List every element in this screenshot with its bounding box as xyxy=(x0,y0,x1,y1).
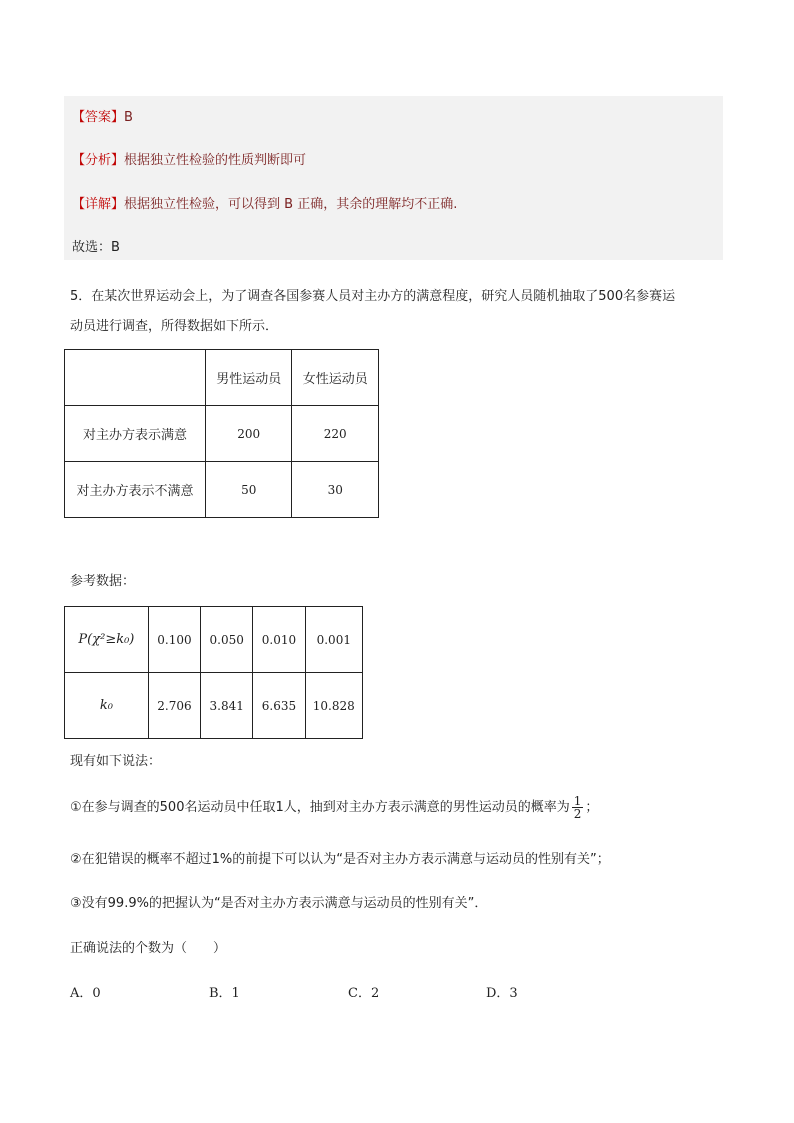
table-cell: 220 xyxy=(292,406,379,462)
option-a[interactable]: A．0 xyxy=(70,986,101,1001)
survey-table xyxy=(64,349,379,518)
question-line-2: 动员进行调查，所得数据如下所示． xyxy=(70,319,279,334)
table-cell: 0.100 xyxy=(148,607,200,673)
option-b[interactable]: B．1 xyxy=(209,986,240,1001)
table-row-label: 对主办方表示满意 xyxy=(65,406,206,462)
statement-1-text: ①在参与调查的500名运动员中任取1人，抽到对主办方表示满意的男性运动员的概率为 xyxy=(70,800,570,815)
statement-1 xyxy=(70,795,598,820)
table-row xyxy=(65,607,363,673)
table-cell: 2.706 xyxy=(148,673,200,739)
answer-tag: 【答案】 xyxy=(72,110,125,125)
detail-text: 根据独立性检验，可以得到 B 正确，其余的理解均不正确. xyxy=(124,197,458,212)
table-header-cell xyxy=(65,350,206,406)
table-header-cell: 女性运动员 xyxy=(292,350,379,406)
table-cell: 50 xyxy=(205,462,292,518)
statement-3: ③没有99.9%的把握认为“是否对主办方表示满意与运动员的性别有关”． xyxy=(70,896,488,911)
statements-intro: 现有如下说法： xyxy=(70,754,162,769)
table-row xyxy=(65,673,363,739)
detail-line xyxy=(72,193,457,212)
table-header-cell: 男性运动员 xyxy=(205,350,292,406)
detail-tag: 【详解】 xyxy=(72,197,125,212)
probability-label: P(χ²≥k₀) xyxy=(65,607,149,673)
table-cell: 30 xyxy=(292,462,379,518)
analysis-tag: 【分析】 xyxy=(72,153,125,168)
table-cell: 0.001 xyxy=(305,607,362,673)
k0-label: k₀ xyxy=(65,673,149,739)
reference-table xyxy=(64,606,363,739)
reference-label: 参考数据： xyxy=(70,574,136,589)
option-d[interactable]: D．3 xyxy=(486,986,518,1001)
table-row-label: 对主办方表示不满意 xyxy=(65,462,206,518)
question-line-1: 5．在某次世界运动会上，为了调查各国参赛人员对主办方的满意程度，研究人员随机抽取了500名参赛运 xyxy=(70,289,676,304)
table-cell: 0.010 xyxy=(253,607,305,673)
table-cell: 6.635 xyxy=(253,673,305,739)
table-cell: 200 xyxy=(205,406,292,462)
analysis-line xyxy=(72,149,306,168)
fraction-numerator: 1 xyxy=(573,794,582,808)
table-row xyxy=(65,350,379,406)
statement-2: ②在犯错误的概率不超过1%的前提下可以认为“是否对主办方表示满意与运动员的性别有关”； xyxy=(70,852,610,867)
fraction-denominator: 2 xyxy=(573,807,582,821)
table-cell: 0.050 xyxy=(201,607,253,673)
answer-value: B xyxy=(124,110,133,125)
statement-1-end: ； xyxy=(585,800,599,815)
table-row xyxy=(65,462,379,518)
table-cell: 3.841 xyxy=(201,673,253,739)
question-prompt: 正确说法的个数为（ ） xyxy=(70,941,227,956)
answer-box xyxy=(64,96,723,260)
choice-line: 故选：B xyxy=(72,240,120,255)
fraction xyxy=(572,795,584,820)
answer-line xyxy=(72,106,133,125)
analysis-text: 根据独立性检验的性质判断即可 xyxy=(124,153,307,168)
table-row xyxy=(65,406,379,462)
option-c[interactable]: C．2 xyxy=(348,986,380,1001)
table-cell: 10.828 xyxy=(305,673,362,739)
